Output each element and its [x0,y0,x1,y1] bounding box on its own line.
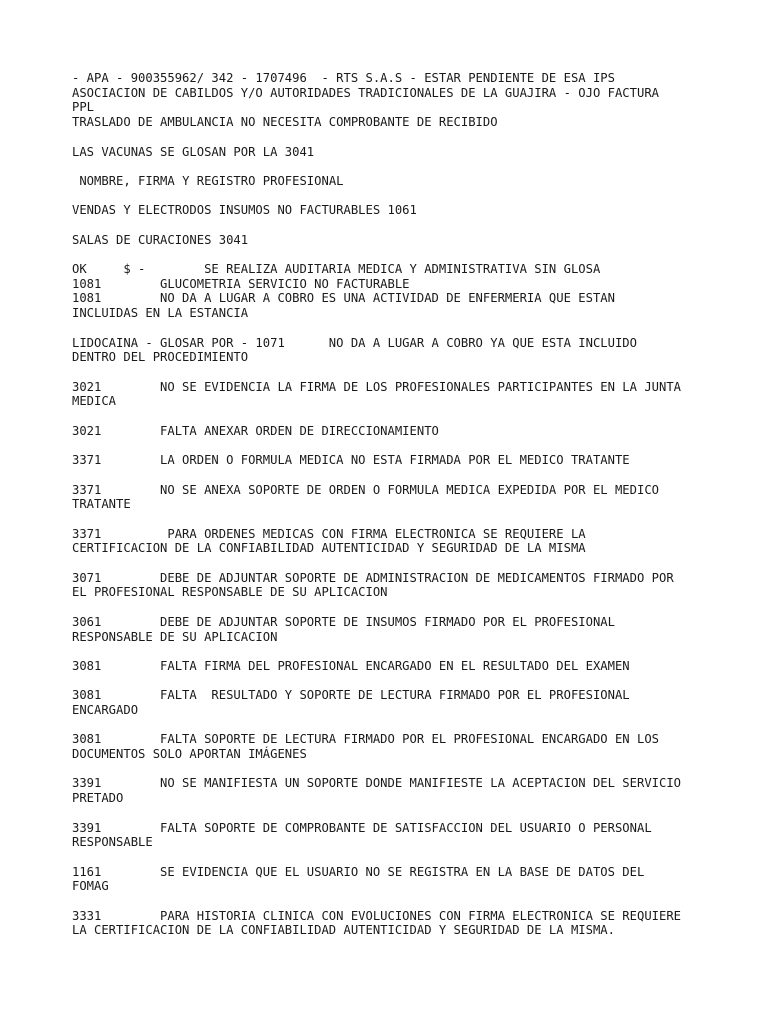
document-line: LA CERTIFICACION DE LA CONFIABILIDAD AUTENTICIDAD Y SEGURIDAD DE LA MISMA. [72,923,615,938]
document-line: 3071 DEBE DE ADJUNTAR SOPORTE DE ADMINISTRACION DE MEDICAMENTOS FIRMADO POR [72,570,674,585]
document-line: 3021 NO SE EVIDENCIA LA FIRMA DE LOS PROFESIONALES PARTICIPANTES EN LA JUNTA [72,379,682,394]
document-line: NOMBRE, FIRMA Y REGISTRO PROFESIONAL [72,173,344,188]
document-line: 3391 FALTA SOPORTE DE COMPROBANTE DE SATISFACCION DEL USUARIO O PERSONAL [72,820,652,835]
document-line: PRETADO [72,791,124,806]
document-line [72,468,708,483]
document-line: MEDICA [72,394,117,409]
document-line [72,438,708,453]
document-line: 3021 FALTA ANEXAR ORDEN DE DIRECCIONAMIENTO [72,423,439,438]
document-line [72,600,708,615]
document-line: 3391 NO SE MANIFIESTA UN SOPORTE DONDE MANIFIESTE LA ACEPTACION DEL SERVICIO [72,776,682,791]
document-line: ENCARGADO [72,703,139,717]
document-line: INCLUIDAS EN LA ESTANCIA [72,306,249,321]
document-line: 3081 FALTA RESULTADO Y SOPORTE DE LECTURA FIRMADO POR EL PROFESIONAL [72,688,630,703]
document-line: 3371 NO SE ANEXA SOPORTE DE ORDEN O FORMULA MEDICA EXPEDIDA POR EL MEDICO [72,482,659,497]
document-line [72,130,708,145]
document-line: RESPONSABLE [72,835,153,850]
document-line: 3081 FALTA SOPORTE DE LECTURA FIRMADO POR EL PROFESIONAL ENCARGADO EN LOS [72,732,659,747]
document-line: FOMAG [72,879,109,894]
document-line [72,409,708,424]
document-line: DOCUMENTOS SOLO APORTAN IMÁGENES [72,747,307,762]
document-line: PPL [72,100,95,115]
document-line: 3061 DEBE DE ADJUNTAR SOPORTE DE INSUMOS FIRMADO POR EL PROFESIONAL [72,614,615,629]
document-line: 3371 LA ORDEN O FORMULA MEDICA NO ESTA FIRMADA POR EL MEDICO TRATANTE [72,453,630,468]
document-line: 1081 NO DA A LUGAR A COBRO ES UNA ACTIVIDAD DE ENFERMERIA QUE ESTAN [72,291,615,306]
document-line: 1161 SE EVIDENCIA QUE EL USUARIO NO SE REGISTRA EN LA BASE DE DATOS DEL [72,864,645,879]
document-line: VENDAS Y ELECTRODOS INSUMOS NO FACTURABLES 1061 [72,203,417,218]
document-line [72,159,708,174]
document-line [72,247,708,262]
document-line [72,850,708,865]
document-line: 3081 FALTA FIRMA DEL PROFESIONAL ENCARGADO EN EL RESULTADO DEL EXAMEN [72,658,630,673]
document-line: OK $ - SE REALIZA AUDITARIA MEDICA Y ADMINISTRATIVA SIN GLOSA [72,262,601,277]
document-line: LIDOCAINA - GLOSAR POR - 1071 NO DA A LUGAR A COBRO YA QUE ESTA INCLUIDO [72,335,637,350]
document-line [72,218,708,233]
document-line: EL PROFESIONAL RESPONSABLE DE SU APLICACION [72,585,388,600]
document-line [72,644,708,659]
document-body [72,71,708,938]
document-line: RESPONSABLE DE SU APLICACION [72,629,278,644]
document-line: TRATANTE [72,497,131,512]
document-line: TRASLADO DE AMBULANCIA NO NECESITA COMPROBANTE DE RECIBIDO [72,115,498,130]
document-line: 1081 GLUCOMETRIA SERVICIO NO FACTURABLE [72,276,410,291]
document-line [72,806,708,821]
document-line [72,762,708,777]
document-line [72,894,708,909]
document-line [72,556,708,571]
document-line [72,512,708,527]
document-line: ASOCIACION DE CABILDOS Y/O AUTORIDADES TRADICIONALES DE LA GUAJIRA - OJO FACTURA [72,85,659,100]
document-line: SALAS DE CURACIONES 3041 [72,232,249,247]
document-line [72,365,708,380]
document-line: - APA - 900355962/ 342 - 1707496 - RTS S.A.S - ESTAR PENDIENTE DE ESA IPS [72,71,615,85]
document-line: DENTRO DEL PROCEDIMIENTO [72,350,249,365]
document-line: 3331 PARA HISTORIA CLINICA CON EVOLUCIONES CON FIRMA ELECTRONICA SE REQUIERE [72,908,682,923]
document-line: LAS VACUNAS SE GLOSAN POR LA 3041 [72,144,315,159]
document-line: 3371 PARA ORDENES MEDICAS CON FIRMA ELECTRONICA SE REQUIERE LA [72,526,586,541]
document-line [72,674,708,689]
document-line [72,189,708,204]
document-line [72,718,708,733]
document-line [72,321,708,336]
document-line: CERTIFICACION DE LA CONFIABILIDAD AUTENTICIDAD Y SEGURIDAD DE LA MISMA [72,541,586,556]
